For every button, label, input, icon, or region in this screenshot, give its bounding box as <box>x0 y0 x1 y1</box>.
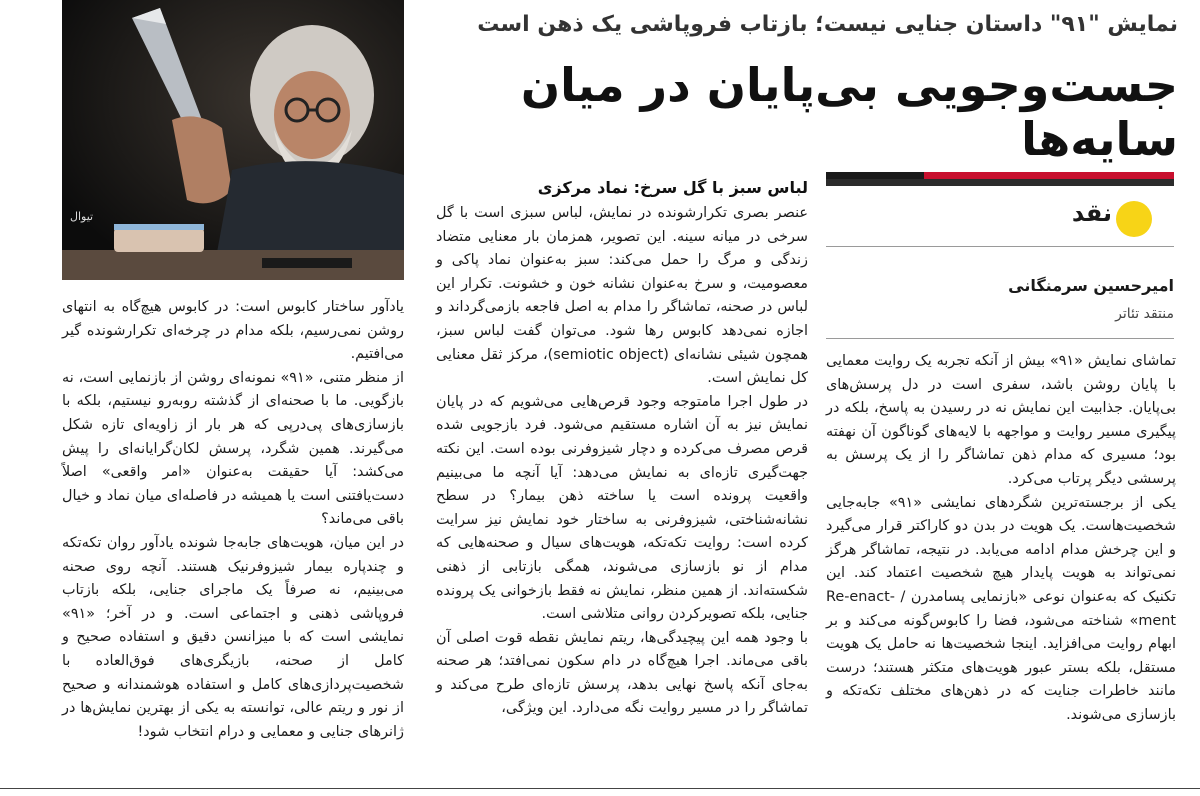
page-bottom-rule <box>0 788 1200 789</box>
author-role: منتقد تئاتر <box>1115 306 1174 322</box>
paragraph: در این میان، هویت‌های جابه‌جا شونده یادآور روان تکه‌تکه و چندپاره بیمار شیزوفرنیک هستند. آنچه روی صحنه می‌بینیم، نه صرفاً یک ماجرای جنایی، بلکه بازتاب فروپاشی ذهنی و اجتماعی است. و در آخر؛ «۹۱» نمایشی است که با میزانسن دقیق و استفاده صحیح و کامل از صحنه، بازیگری‌های فوق‌العاده با شخصیت‌پردازی‌های کامل و استفاده هوشمندانه و صحیح از نور و ریتم عالی، توانسته به یکی از بهترین نمایش‌ها در ژانرهای جنایی و معمایی و درام انتخاب شود! <box>62 534 404 740</box>
author-name: امیرحسین سرمنگانی <box>1008 276 1174 295</box>
right-column <box>826 350 1176 728</box>
paragraph: یادآور ساختار کابوس است: در کابوس هیچ‌گاه به انتهای روشن نمی‌رسیم، بلکه مدام در چرخه‌ای تکرارشونده گیر می‌افتیم. <box>62 299 404 363</box>
kicker: نمایش "۹۱" داستان جنایی نیست؛ بازتاب فروپاشی یک ذهن است <box>477 12 1178 37</box>
paragraph: در طول اجرا مامتوجه وجود قرص‌هایی می‌شویم که در پایان نمایش نیز به آن اشاره مستقیم می‌شود. فرد بازجویی شده قرص مصرف می‌کرده و دچار شیزوفرنی بوده است. این نکته جهت‌گیری تازه‌ای به نمایش می‌دهد: آیا آنچه ما می‌بینیم واقعیت پرونده است یا ساخته ذهن بیمار؟ در سطح نشانه‌شناختی، شیزوفرنی به ساختار خود نمایش نیز سرایت کرده است: روایت تکه‌تکه، هویت‌های سیال و صحنه‌هایی که مدام از نو بازسازی می‌شوند، همگی بازتابی از ذهنی شکسته‌اند. از همین منظر، نمایش نه فقط بازخوانی یک پرونده جنایی، بلکه تصویرکردن روانی متلاشی است. <box>436 393 808 623</box>
section-dot-icon <box>1116 201 1152 237</box>
section-rule <box>826 172 1174 186</box>
article-photo <box>62 0 404 280</box>
paragraph: تماشای نمایش «۹۱» بیش از آنکه تجربه یک روایت معمایی با پایان روشن باشد، سفری است در دل پرسش‌های بی‌پایان. جذابیت این نمایش نه در رسیدن به پاسخ، بلکه در پیگیری مسیر روایت و مواجهه با لایه‌های گوناگون آن نهفته بود؛ مسیری که مدام ذهن تماشاگر را از یک پرسش به پرسشی دیگر پرتاب می‌کرد. <box>826 353 1176 487</box>
section-label: نقد <box>1071 199 1112 227</box>
actor-illustration <box>62 0 404 280</box>
paragraph: عنصر بصری تکرارشونده در نمایش، لباس سبزی است با گل سرخی در میانه سینه. این تصویر، همزمان بار معنایی متضاد زندگی و مرگ را حمل می‌کند: سبز به‌عنوان نماد پاکی و معصومیت، و سرخ به‌عنوان نشانه خون و خشونت. تکرار این لباس در صحنه، تماشاگر را مدام به اصل فاجعه بازمی‌گرداند و اجازه نمی‌دهد کابوس رها شود. می‌توان گفت لباس سبز، همچون شیئی نشانه‌ای (semiotic object)، مرکز ثقل معنایی کل نمایش است. <box>436 205 808 387</box>
subheading: لباس سبز با گل سرخ: نماد مرکزی <box>537 178 808 197</box>
paragraph: با وجود همه این پیچیدگی‌ها، ریتم نمایش نقطه قوت اصلی آن باقی می‌ماند. اجرا هیچ‌گاه در دام سکون نمی‌افتد؛ هر صحنه به‌جای آنکه پاسخ نهایی بدهد، پرسش تازه‌ای طرح می‌کند و تماشاگر را در مسیر روایت نگه می‌دارد. این ویژگی، <box>436 629 808 717</box>
paragraph: یکی از برجسته‌ترین شگردهای نمایشی «۹۱» جابه‌جایی شخصیت‌هاست. یک هویت در بدن دو کاراکتر قرار می‌گیرد و این چرخش مدام ادامه می‌یابد. در نتیجه، تماشاگر هرگز نمی‌تواند به هویت پایدار هیچ شخصیت اعتماد کند. این تکنیک که به‌عنوان نوعی «بازنمایی پسامدرن / Re-enact-ment» شناخته می‌شود، فضا را کابوس‌گونه می‌کند و بر ابهام روایت می‌افزاید. اینجا شخصیت‌ها نه حامل یک هویت مستقل، بلکه بستر عبور هویت‌های متکثر هستند؛ درست مانند خاطرات جنایت که در ذهن‌های مختلف تکه‌تکه و بازسازی می‌شوند. <box>826 494 1176 723</box>
left-column <box>62 296 404 744</box>
divider <box>826 246 1174 247</box>
divider <box>826 338 1174 339</box>
middle-column <box>436 176 808 721</box>
headline: جست‌وجویی بی‌پایان در میان سایه‌ها <box>520 58 1178 166</box>
paragraph: از منظر متنی، «۹۱» نمونه‌ای روشن از بازنمایی است، نه بازگویی. ما با صحنه‌ای از گذشته روبه‌رو نیستیم، بلکه با بازسازی‌های پی‌درپی که هر بار از زاویه‌ای تازه شکل می‌گیرند. همین شگرد، پرسش لکان‌گرایانه‌ای را پیش می‌کشد: آیا حقیقت به‌عنوان «امر واقعی» اصلاً دست‌یافتنی است یا همیشه در فاصله‌ای میان نماد و خیال باقی می‌ماند؟ <box>62 369 404 528</box>
photo-watermark: تیوال <box>70 210 94 223</box>
